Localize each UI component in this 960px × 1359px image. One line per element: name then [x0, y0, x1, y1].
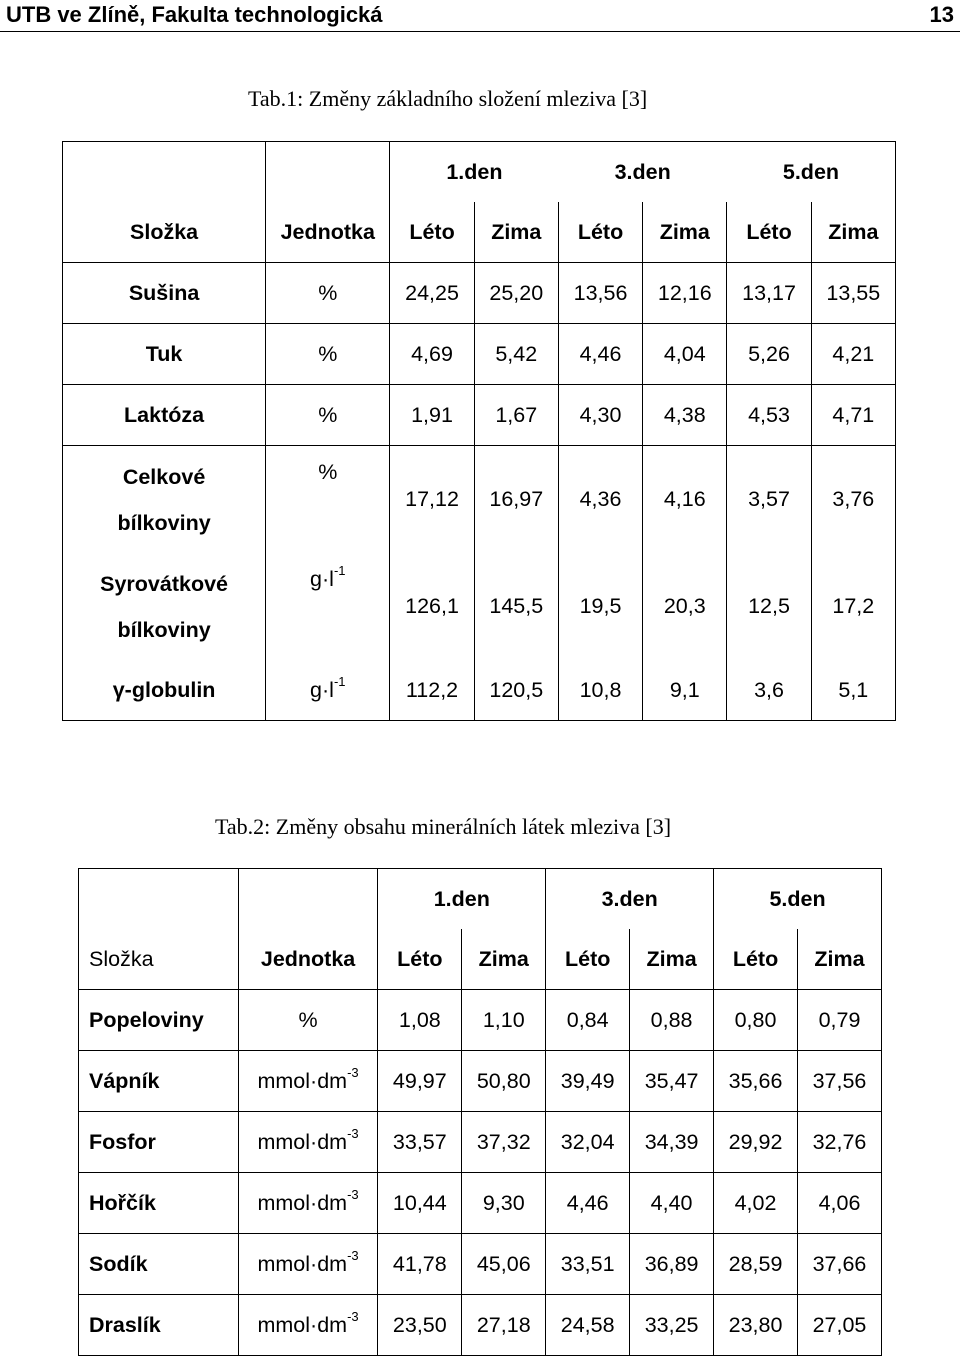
table1-season: Léto	[558, 202, 642, 263]
table-row	[63, 385, 896, 446]
table1-day-3: 3.den	[614, 159, 671, 184]
cell-value: 13,55	[811, 263, 895, 324]
cell-value: 17,12	[390, 446, 474, 554]
page-header	[0, 0, 960, 32]
unit-base: mmol·dm	[257, 1251, 348, 1276]
cell-value: 27,18	[462, 1295, 546, 1356]
cell-value: 12,5	[727, 553, 811, 660]
cell-value: 23,80	[714, 1295, 798, 1356]
row-name: Laktóza	[63, 385, 266, 446]
cell-value: 4,21	[811, 324, 895, 385]
cell-value: 13,56	[558, 263, 642, 324]
cell-value: 145,5	[474, 553, 558, 660]
unit-base: mmol·dm	[257, 1068, 348, 1093]
row-unit: %	[266, 385, 390, 446]
table2-empty-unit	[238, 869, 378, 930]
row-unit: %	[266, 446, 390, 554]
cell-value: 4,30	[558, 385, 642, 446]
cell-value: 4,38	[643, 385, 727, 446]
cell-value: 4,02	[714, 1173, 798, 1234]
cell-value: 27,05	[812, 1312, 867, 1337]
table1-header-row	[63, 202, 896, 263]
table2-caption: Tab.2: Změny obsahu minerálních látek mleziva [3]	[215, 814, 672, 839]
unit-exponent: -3	[347, 1308, 359, 1324]
row-name: Vápník	[79, 1051, 239, 1112]
cell-value: 4,06	[797, 1173, 881, 1234]
row-name: Draslík	[79, 1295, 239, 1356]
row-unit	[238, 1112, 378, 1173]
table1	[62, 141, 896, 721]
cell-value: 33,51	[546, 1234, 630, 1295]
table-row	[79, 1051, 882, 1112]
table-row	[63, 263, 896, 324]
unit-exponent: -3	[347, 1125, 359, 1141]
cell-value: 0,80	[714, 990, 798, 1051]
table1-col-component: Složka	[63, 202, 266, 263]
cell-value: 39,49	[546, 1051, 630, 1112]
cell-value: 112,2	[390, 660, 474, 721]
table1-day-5: 5.den	[782, 159, 840, 184]
cell-value: 50,80	[462, 1051, 546, 1112]
cell-value: 4,36	[558, 446, 642, 554]
row-name: Tuk	[63, 324, 266, 385]
unit-exponent: -3	[347, 1247, 359, 1263]
table2-season: Léto	[546, 929, 630, 990]
table-row	[63, 446, 896, 554]
table1-empty-unit	[266, 142, 390, 203]
table2-day-5: 5.den	[769, 886, 826, 911]
table2-col-unit: Jednotka	[238, 929, 378, 990]
cell-value: 5,42	[474, 324, 558, 385]
table-row	[79, 1295, 882, 1356]
cell-value: 0,84	[546, 990, 630, 1051]
unit-base: g·l	[310, 677, 334, 702]
cell-value: 5,26	[727, 324, 811, 385]
row-name-line2: bílkoviny	[117, 617, 211, 642]
cell-value: 3,57	[727, 446, 811, 554]
table2-season: Zima	[797, 929, 881, 990]
row-name-line1: Syrovátkové	[100, 571, 229, 596]
cell-value: 120,5	[474, 660, 558, 721]
table1-season: Zima	[811, 202, 895, 263]
table1-season: Zima	[474, 202, 558, 263]
table-row	[63, 553, 896, 660]
cell-value: 9,30	[462, 1173, 546, 1234]
cell-value: 17,2	[832, 594, 875, 618]
table1-col-unit: Jednotka	[266, 202, 390, 263]
cell-value: 0,88	[630, 990, 714, 1051]
row-name: Sušina	[63, 263, 266, 324]
cell-value: 3,6	[727, 660, 811, 721]
cell-value: 4,69	[390, 324, 474, 385]
table2-day-1: 1.den	[378, 869, 546, 930]
row-unit	[238, 1173, 378, 1234]
cell-value: 1,10	[462, 990, 546, 1051]
cell-value: 4,16	[643, 446, 727, 554]
row-unit	[238, 1234, 378, 1295]
cell-value: 25,20	[474, 263, 558, 324]
cell-value: 45,06	[462, 1234, 546, 1295]
cell-value: 4,71	[811, 385, 895, 446]
table2-season: Zima	[462, 929, 546, 990]
cell-value: 35,47	[630, 1051, 714, 1112]
cell-value: 1,67	[474, 385, 558, 446]
row-name	[63, 446, 266, 554]
table2-col-component: Složka	[79, 929, 239, 990]
unit-exponent: -3	[347, 1064, 359, 1080]
table2-season: Léto	[714, 929, 798, 990]
unit-exponent: -3	[347, 1186, 359, 1202]
row-name: Popeloviny	[79, 990, 239, 1051]
header-rule	[0, 31, 960, 32]
cell-value: 1,08	[378, 990, 462, 1051]
cell-value: 49,97	[378, 1051, 462, 1112]
table1-season: Léto	[727, 202, 811, 263]
cell-value: 34,39	[630, 1112, 714, 1173]
cell-value: 24,25	[390, 263, 474, 324]
cell-value: 37,66	[797, 1234, 881, 1295]
cell-value: 32,76	[797, 1112, 881, 1173]
row-name-line1: Celkové	[122, 464, 206, 489]
table2-day-3: 3.den	[546, 869, 714, 930]
cell-value: 33,57	[378, 1112, 462, 1173]
row-unit	[238, 1295, 378, 1356]
page-number: 13	[929, 2, 954, 27]
table2-season: Léto	[378, 929, 462, 990]
row-unit: %	[238, 990, 378, 1051]
cell-value: 10,44	[378, 1173, 462, 1234]
unit-base: g·l	[310, 567, 334, 591]
cell-value: 4,53	[727, 385, 811, 446]
row-unit: %	[266, 263, 390, 324]
cell-value: 10,8	[558, 660, 642, 721]
cell-value: 29,92	[714, 1112, 798, 1173]
table2-days-row	[79, 869, 882, 930]
cell-value: 5,1	[838, 677, 869, 702]
cell-value: 0,79	[797, 990, 881, 1051]
unit-base: mmol·dm	[257, 1190, 348, 1215]
row-name: Fosfor	[79, 1112, 239, 1173]
row-unit: %	[266, 324, 390, 385]
table-row	[79, 1234, 882, 1295]
table1-days-row	[63, 142, 896, 203]
table2	[78, 868, 882, 1356]
row-name: Hořčík	[79, 1173, 239, 1234]
cell-value: 4,46	[546, 1173, 630, 1234]
row-unit	[238, 1051, 378, 1112]
cell-value: 126,1	[390, 553, 474, 660]
table1-day-1: 1.den	[446, 159, 503, 184]
cell-value: 12,16	[643, 263, 727, 324]
cell-value: 23,50	[378, 1295, 462, 1356]
cell-value: 37,32	[462, 1112, 546, 1173]
unit-exponent: -1	[333, 563, 346, 578]
cell-value: 28,59	[714, 1234, 798, 1295]
cell-value: 37,56	[797, 1051, 881, 1112]
cell-value: 13,17	[727, 263, 811, 324]
table1-caption: Tab.1: Změny základního složení mleziva [3]	[248, 86, 648, 111]
table1-empty-corner	[63, 142, 266, 203]
table-row	[63, 324, 896, 385]
cell-value: 36,89	[630, 1234, 714, 1295]
row-name: γ-globulin	[63, 660, 266, 721]
cell-value: 41,78	[378, 1234, 462, 1295]
unit-exponent: -1	[333, 673, 346, 689]
cell-value: 1,91	[390, 385, 474, 446]
table2-empty-corner	[79, 869, 239, 930]
cell-value: 16,97	[474, 446, 558, 554]
unit-base: mmol·dm	[257, 1129, 348, 1154]
cell-value: 4,04	[643, 324, 727, 385]
cell-value: 33,25	[630, 1295, 714, 1356]
table-row	[79, 1173, 882, 1234]
cell-value: 24,58	[546, 1295, 630, 1356]
cell-value: 20,3	[643, 553, 727, 660]
row-name-line2: bílkoviny	[117, 510, 211, 535]
row-name: Sodík	[79, 1234, 239, 1295]
unit-base: mmol·dm	[257, 1312, 348, 1337]
cell-value: 19,5	[558, 553, 642, 660]
cell-value: 9,1	[643, 660, 727, 721]
cell-value: 4,40	[630, 1173, 714, 1234]
row-name	[63, 553, 266, 660]
table-row	[63, 660, 896, 721]
cell-value: 3,76	[832, 487, 875, 511]
table1-season: Zima	[643, 202, 727, 263]
header-institution: UTB ve Zlíně, Fakulta technologická	[6, 2, 383, 27]
table2-season: Zima	[630, 929, 714, 990]
cell-value: 35,66	[714, 1051, 798, 1112]
table1-season: Léto	[390, 202, 474, 263]
table2-header-row	[79, 929, 882, 990]
table-row	[79, 990, 882, 1051]
cell-value: 4,46	[558, 324, 642, 385]
table-row	[79, 1112, 882, 1173]
row-unit	[266, 553, 390, 660]
cell-value: 32,04	[546, 1112, 630, 1173]
row-unit	[266, 660, 390, 721]
